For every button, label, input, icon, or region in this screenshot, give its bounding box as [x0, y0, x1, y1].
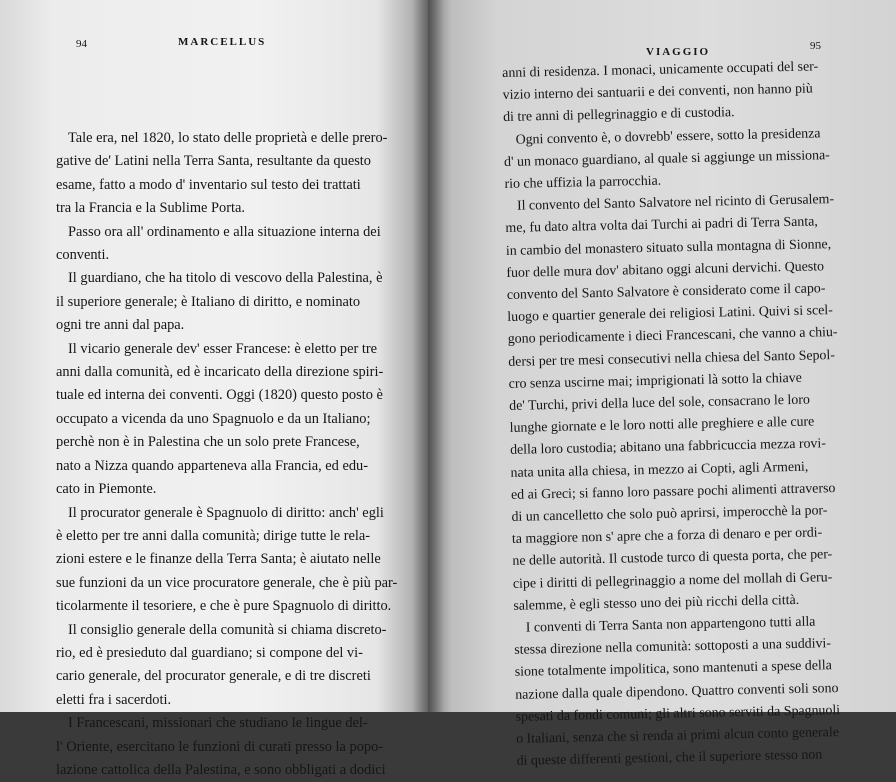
text-line: l' Oriente, esercitano le funzioni di curati presso la popo- — [56, 738, 384, 755]
text-line: il superiore generale; è Italiano di diritto, e nominato — [56, 293, 361, 310]
text-line: I conventi di Terra Santa non appartengono tutti alla — [525, 614, 816, 636]
text-line: in cambio del monastero situato sulla montagna di Sionne, — [505, 236, 832, 259]
text-line: ticolarmente il tesoriere, e che è pure Spagnuolo di diritto. — [56, 598, 392, 615]
text-line: cato in Piemonte. — [56, 481, 157, 498]
text-line: spesati da fondi comuni; gli altri sono serviti da Spagnuoli — [515, 702, 841, 725]
text-line: anni dalla comunità, ed è incaricato della direzione spiri- — [56, 364, 384, 381]
text-line: gative de' Latini nella Terra Santa, resultante da questo — [56, 153, 371, 170]
text-line: perchè non è in Palestina che un solo prete Francese, — [56, 434, 360, 451]
text-line: I Francescani, missionari che studiano le lingue del- — [68, 715, 368, 732]
text-line: dersi per tre mesi consecutivi nella chiesa del Santo Sepol- — [508, 347, 836, 370]
text-line: stessa direzione nella comunità: sottoposti a una suddivi- — [514, 636, 832, 659]
text-line: vizio interno dei santuarii e dei conventi, non hanno più — [502, 81, 813, 104]
text-line: nato a Nizza quando apparteneva alla Francia, ed edu- — [56, 457, 369, 474]
text-line: lunghe giornate e le loro notti alle preghiere e alle cure — [509, 414, 815, 437]
text-line: rio, ed è presieduto dal guardiano; si compone del vi- — [56, 644, 363, 661]
text-line: convento del Santo Salvatore è considerato come il capo- — [506, 281, 826, 303]
text-line: d' un monaco guardiano, al quale si aggiunge un missiona- — [503, 147, 830, 170]
text-line: esame, fatto a modo d' inventario sul testo dei trattati — [56, 176, 361, 193]
text-line: ed ai Greci; si fanno loro passare pochi alimenti attraverso — [510, 480, 836, 503]
text-line: di un cancelletto che solo può aprirsi, imperocchè la por- — [511, 503, 828, 525]
text-line: fuor delle mura dov' abitano oggi alcuni dervichi. Questo — [506, 259, 825, 281]
text-line: salemme, è egli stesso uno dei più ricchi della città. — [513, 592, 800, 614]
left-page-body — [56, 127, 404, 782]
text-line: sue funzioni da un vice procuratore generale, che è più par- — [56, 574, 398, 591]
text-line: Il consiglio generale della comunità si chiama discreto- — [68, 621, 387, 638]
text-line: sione totalmente impolitica, sono mantenuti a spese della — [514, 658, 832, 681]
text-line: rio che uffizia la parrocchia. — [504, 173, 662, 192]
text-line: di queste differenti gestioni, che il superiore stesso non — [516, 747, 823, 770]
text-line: tra la Francia e la Sublime Porta. — [56, 200, 246, 217]
text-line: di tre anni di pellegrinaggio e di custodia. — [502, 105, 735, 126]
text-line: o Italiani, senza che si renda ai primi alcun conto generale — [516, 725, 840, 747]
text-line: tuale ed interna dei conventi. Oggi (1820) questo posto è — [56, 387, 383, 404]
text-line: ta maggiore non s' apre che a forza di denaro e per ordi- — [511, 525, 823, 548]
text-line: conventi. — [56, 247, 110, 264]
right-running-head: VIAGGIO — [646, 46, 711, 58]
text-line: lazione cattolica della Palestina, e sono obbligati a dodici — [56, 761, 386, 778]
text-line: cro senza uscirne mai; imprigionati là sotto la chiave — [508, 370, 802, 392]
text-line: ne delle autorità. Il custode turco di questa porta, che per- — [512, 547, 833, 570]
text-line: Il procurator generale è Spagnuolo di diritto: anch' egli — [68, 504, 384, 521]
text-line: nazione dalla quale dipendono. Quattro conventi soli sono — [515, 680, 839, 703]
text-line: eletti fra i sacerdoti. — [56, 691, 172, 708]
left-running-head: MARCELLUS — [178, 36, 267, 48]
text-line: Ogni convento è, o dovrebb' essere, sotto la presidenza — [515, 125, 821, 148]
text-line: Passo ora all' ordinamento e alla situazione interna dei — [68, 223, 381, 240]
text-line: gono periodicamente i dieci Francescani, che vanno a chiu- — [507, 325, 838, 348]
left-page-number: 94 — [76, 38, 87, 50]
text-line: della loro custodia; abitano una fabbricuccia mezza rovi- — [509, 436, 827, 459]
text-line: Il convento del Santo Salvatore nel ricinto di Gerusalem- — [516, 192, 835, 214]
text-line: cario generale, del procurator generale, e di tre discreti — [56, 668, 371, 685]
book-gutter-shadow — [412, 0, 444, 712]
text-line: Tale era, nel 1820, lo stato delle proprietà e delle prero- — [68, 130, 388, 146]
text-line: Il guardiano, che ha titolo di vescovo della Palestina, è — [68, 270, 383, 287]
right-page-body — [502, 56, 869, 774]
text-line: è eletto per tre anni dalla comunità; dirige tutte le rela- — [56, 527, 371, 544]
text-line: nata unita alla chiesa, in mezzo ai Copti, agli Armeni, — [510, 459, 809, 481]
text-line: me, fu dato altra volta dai Turchi ai padri di Terra Santa, — [505, 214, 818, 237]
text-line: de' Turchi, privi della luce del sole, consacrano le loro — [509, 392, 810, 414]
right-page-number: 95 — [810, 40, 821, 52]
text-line: ogni tre anni dal papa. — [56, 317, 185, 334]
text-line: Il vicario generale dev' esser Francese: è eletto per tre — [68, 340, 378, 357]
text-line: occupato a vicenda da uno Spagnuolo e da un Italiano; — [56, 410, 371, 427]
text-line: anni di residenza. I monaci, unicamente occupati del ser- — [502, 59, 819, 81]
text-line: cipe i diritti di pellegrinaggio a nome del mollah di Geru- — [512, 569, 833, 592]
text-line: luogo e quartier generale dei religiosi Latini. Quivi si scel- — [507, 303, 833, 326]
text-line: zioni estere e le finanze della Terra Santa; è aiutato nelle — [56, 551, 381, 568]
